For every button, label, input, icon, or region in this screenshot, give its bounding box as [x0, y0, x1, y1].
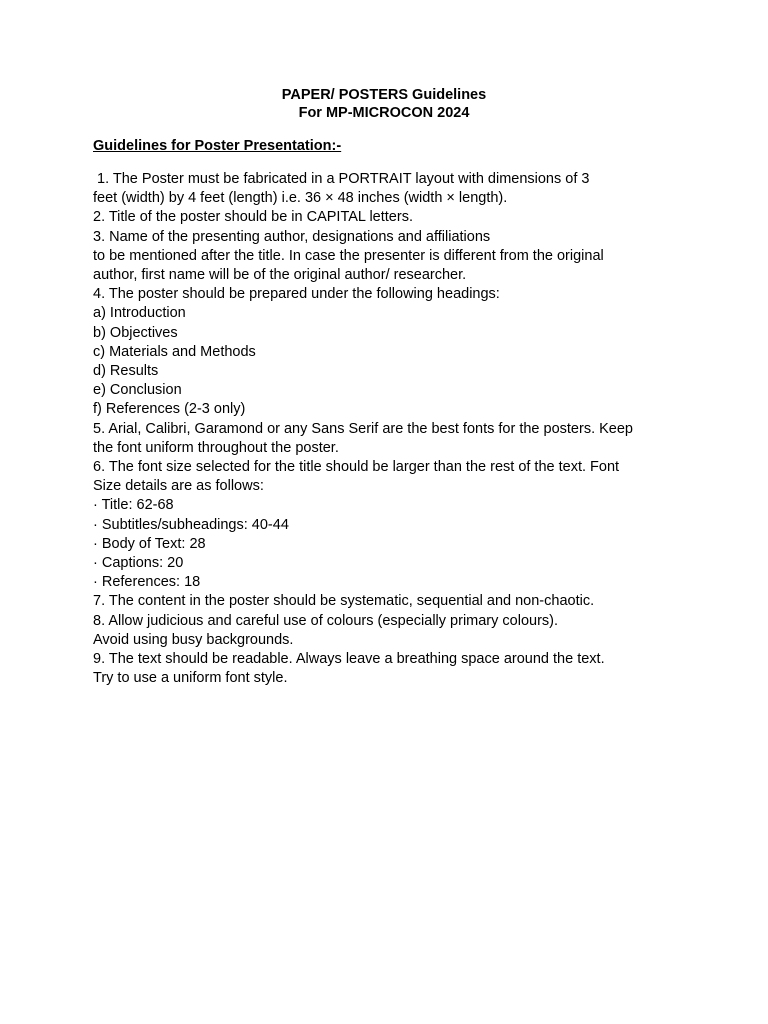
body-line: the font uniform throughout the poster.: [93, 439, 339, 456]
document-title: [0, 87, 768, 122]
body-line: 4. The poster should be prepared under the following headings:: [93, 286, 500, 303]
body-line: 6. The font size selected for the title should be larger than the rest of the text. Font: [93, 459, 620, 476]
body-line: 3. Name of the presenting author, designations and affiliations: [93, 228, 491, 245]
body-line: 2. Title of the poster should be in CAPITAL letters.: [93, 209, 413, 226]
body-line: · Subtitles/subheadings: 40-44: [93, 516, 289, 533]
body-line: feet (width) by 4 feet (length) i.e. 36 × 48 inches (width × length).: [93, 190, 508, 207]
title-line-2: For MP-MICROCON 2024: [298, 104, 470, 121]
body-line: Avoid using busy backgrounds.: [93, 631, 294, 648]
body-line: c) Materials and Methods: [93, 343, 256, 360]
body-line: author, first name will be of the original author/ researcher.: [93, 267, 467, 284]
body-line: b) Objectives: [93, 324, 178, 341]
body-line: · Title: 62-68: [93, 497, 174, 514]
body-line: d) Results: [93, 363, 159, 380]
body-line: 8. Allow judicious and careful use of colours (especially primary colours).: [93, 612, 559, 629]
body-line: 9. The text should be readable. Always leave a breathing space around the text.: [93, 651, 605, 668]
body-line: · References: 18: [93, 574, 201, 591]
section-heading: Guidelines for Poster Presentation:-: [93, 138, 342, 154]
body-line: 7. The content in the poster should be systematic, sequential and non-chaotic.: [93, 593, 595, 610]
body-line: · Body of Text: 28: [93, 535, 206, 552]
body-line: Size details are as follows:: [93, 478, 264, 495]
body-line: to be mentioned after the title. In case the presenter is different from the original: [93, 247, 604, 264]
body-line: · Captions: 20: [93, 555, 184, 572]
body-line: e) Conclusion: [93, 382, 182, 399]
body-line: a) Introduction: [93, 305, 186, 322]
body-line: 5. Arial, Calibri, Garamond or any Sans Serif are the best fonts for the posters. Keep: [93, 420, 633, 437]
body-line: f) References (2-3 only): [93, 401, 246, 418]
title-line-1: PAPER/ POSTERS Guidelines: [281, 87, 487, 103]
guidelines-body: [93, 170, 693, 688]
body-line: 1. The Poster must be fabricated in a PORTRAIT layout with dimensions of 3: [93, 171, 590, 187]
body-line: Try to use a uniform font style.: [93, 670, 288, 687]
